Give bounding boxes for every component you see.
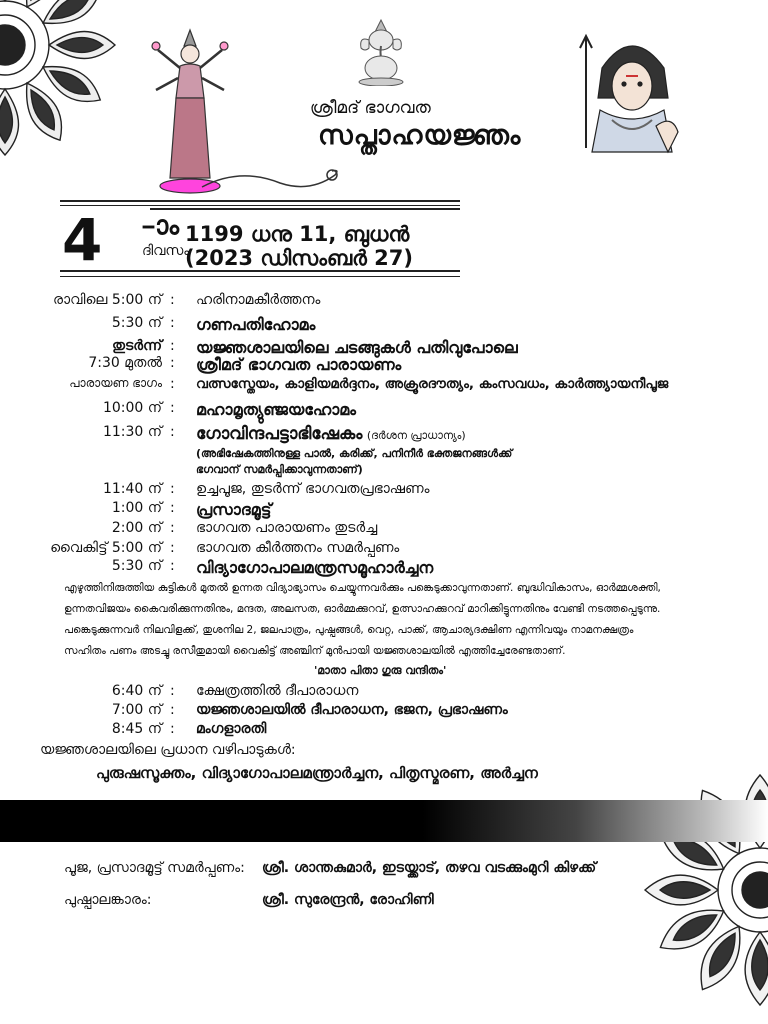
schedule-sep: : — [170, 315, 175, 331]
decorative-swirl-icon — [200, 165, 345, 195]
schedule-event: ശ്രീമദ് ഭാഗവത പാരായണം — [196, 355, 402, 374]
schedule-sep: : — [170, 338, 175, 354]
schedule-sep: : — [170, 500, 175, 516]
schedule-row — [0, 292, 768, 314]
motto: 'മാതാ പിതാ ഗുരു വന്ദിതം' — [314, 664, 447, 677]
schedule-row — [0, 424, 768, 446]
schedule-event: യജ്ഞശാലയിൽ ദീപാരാധന, ഭജന, പ്രഭാഷണം — [196, 702, 508, 718]
date-malayalam: 1199 ധനു 11, ബുധൻ — [185, 222, 410, 246]
schedule-row — [0, 520, 768, 542]
schedule-time: 8:45 ന് — [111, 721, 162, 737]
schedule-time: 7:00 ന് — [111, 702, 162, 718]
title-subtitle: ശ്രീമദ് ഭാഗവത — [310, 98, 431, 118]
schedule-event: ഗോവിന്ദപട്ടാഭിഷേകം — [196, 424, 363, 444]
schedule-time: 11:40 ന് — [102, 481, 162, 497]
schedule-event: പ്രസാദമൂട്ട് — [196, 500, 272, 519]
mandala-top-left-icon — [0, 0, 120, 160]
schedule-sep: : — [170, 540, 175, 556]
schedule-event: ഉച്ചപൂജ, തുടർന്ന് ഭാഗവതപ്രഭാഷണം — [196, 481, 430, 497]
deity-shiva-icon — [572, 28, 692, 156]
date-gregorian: (2023 ഡിസംബർ 27) — [185, 246, 413, 270]
schedule-event: ഹരിനാമകീർത്തനം — [196, 292, 321, 308]
credit-value: ശ്രീ. ശാന്തകുമാർ, ഇടയ്ക്കാട്, തഴവ വടക്കുംമുറി കിഴക്ക് — [262, 860, 597, 876]
schedule-time: 11:30 ന് — [102, 424, 162, 440]
schedule-event: യജ്ഞശാലയിലെ ചടങ്ങുകൾ പതിവുപോലെ — [196, 338, 518, 357]
schedule-time: 2:00 ന് — [111, 520, 162, 536]
schedule-row — [0, 558, 768, 580]
info-line: ഉന്നതവിജയം കൈവരിക്കുന്നതിനും, മന്ദത, അലസത, ഓർമ്മക്കുറവ്, ഉത്സാഹക്കുറവ് മാറിക്കിട്ടുന്നതിനും വേണ്ടി നടത്തപ്പെടുന്നു. — [64, 603, 661, 615]
schedule-sep: : — [170, 520, 175, 536]
credit-label: പുഷ്പാലങ്കാരം: — [64, 892, 152, 908]
info-line: പങ്കെടുക്കുന്നവർ നിലവിളക്ക്, തുശനില 2, ജലപാത്രം, പുഷ്പങ്ങൾ, വെറ്റ, പാക്ക്, ആചാര്യദക്ഷിണ എന്നിവയും നാമനക്ഷത്രം — [64, 624, 634, 636]
divider-band — [0, 800, 768, 842]
schedule-time: 5:30 ന് — [111, 558, 162, 574]
day-word: ദിവസം — [142, 243, 190, 259]
info-paragraph — [64, 578, 704, 662]
page-title: സപ്താഹയജ്ഞം — [318, 120, 522, 151]
credit-value: ശ്രീ. സുരേന്ദ്രൻ, രോഹിണി — [262, 892, 434, 908]
schedule-sep: : — [170, 558, 175, 574]
schedule-sep: : — [170, 683, 175, 699]
abhishekam-note-2: ഭഗവാന് സമർപ്പിക്കാവുന്നതാണ്) — [196, 463, 363, 476]
info-line: എഴുത്തിനിരുത്തിയ കുട്ടികൾ മുതൽ ഉന്നത വിദ്യാഭ്യാസം ചെയ്യുന്നവർക്കും പങ്കെടുക്കാവുന്നതാണ്. ബുദ്ധിവികാസം, ഓർമ്മശക്തി, — [64, 582, 661, 594]
abhishekam-note-1: (അഭിഷേകത്തിനുള്ള പാൽ, കരിക്ക്, പനിനീർ ഭക്തജനങ്ങൾക്ക് — [196, 447, 513, 460]
schedule-time: വൈകിട്ട് 5:00 ന് — [50, 540, 162, 556]
schedule-time: പാരായണ ഭാഗം — [69, 376, 162, 390]
schedule-sep: : — [170, 376, 175, 392]
offerings-list: പുരുഷസൂക്തം, വിദ്യാഗോപാലമന്ത്രാർച്ചന, പിതൃസ്മരണ, അർച്ചന — [96, 764, 538, 782]
schedule-sep: : — [170, 424, 175, 440]
offerings-heading: യജ്ഞശാലയിലെ പ്രധാന വഴിപാടുകൾ: — [40, 742, 296, 758]
schedule-time: 6:40 ന് — [111, 683, 162, 699]
schedule-event: ഭാഗവത കീർത്തനം സമർപ്പണം — [196, 540, 400, 556]
schedule-row — [0, 355, 768, 377]
schedule-sep: : — [170, 400, 175, 416]
schedule-time: 10:00 ന് — [102, 400, 162, 416]
schedule-event: ഗണപതിഹോമം — [196, 315, 316, 334]
schedule-row — [0, 315, 768, 337]
schedule-time: 5:30 ന് — [111, 315, 162, 331]
schedule-event: മഹാമൃത്യുഞ്ജയഹോമം — [196, 400, 357, 419]
deity-ganesha-icon — [355, 18, 407, 86]
schedule-time: 1:00 ന് — [111, 500, 162, 516]
info-line: സഹിതം പണം അടച്ചു രസീതുമായി വൈകിട്ട് അഞ്ചിന് മുൻപായി യജ്ഞശാലയിൽ എത്തിച്ചേരേണ്ടതാണ്. — [64, 645, 566, 657]
schedule-row — [0, 400, 768, 422]
schedule-time: 7:30 മുതൽ — [88, 355, 162, 371]
schedule-event-group — [196, 424, 466, 444]
evening-row — [0, 721, 768, 743]
schedule-event: മംഗളാരതി — [196, 721, 267, 737]
schedule-time: രാവിലെ 5:00 ന് — [53, 292, 162, 308]
schedule-row — [0, 376, 768, 398]
schedule-event: ക്ഷേത്രത്തിൽ ദീപാരാധന — [196, 683, 359, 699]
schedule-sep: : — [170, 481, 175, 497]
day-suffix: –ാം — [142, 211, 180, 241]
schedule-sep: : — [170, 721, 175, 737]
schedule-event-extra: (ദർശന പ്രാധാന്യം) — [366, 429, 466, 442]
schedule-event: വിദ്യാഗോപാലമന്ത്രസമൂഹാർച്ചന — [196, 558, 434, 577]
schedule-row — [0, 500, 768, 522]
schedule-sep: : — [170, 292, 175, 308]
schedule-event: വത്സസ്തേയം, കാളിയമർദ്ദനം, അക്രൂരദൗത്യം, കംസവധം, കാർത്ത്യായനീപൂജ — [196, 376, 669, 392]
schedule-time: തുടർന്ന് — [112, 338, 162, 354]
credit-label: പൂജ, പ്രസാദമൂട്ട് സമർപ്പണം: — [64, 860, 245, 876]
schedule-event: ഭാഗവത പാരായണം തുടർച്ച — [196, 520, 378, 536]
schedule-sep: : — [170, 702, 175, 718]
schedule-sep: : — [170, 355, 175, 371]
day-number: 4 — [62, 206, 103, 274]
